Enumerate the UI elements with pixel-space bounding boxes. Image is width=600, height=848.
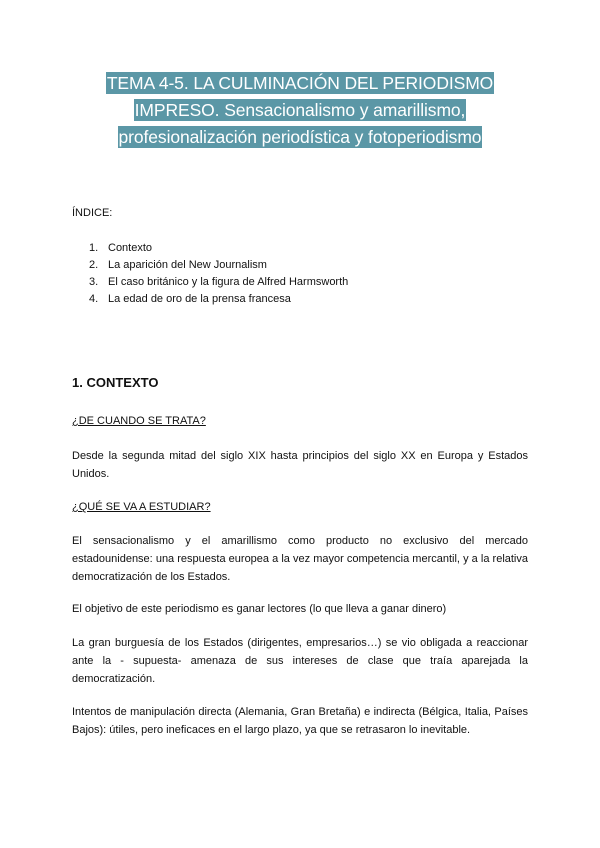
toc-item-text: El caso británico y la figura de Alfred Harmsworth — [108, 276, 349, 288]
paragraph-objective: El objetivo de este periodismo es ganar lectores (lo que lleva a ganar dinero) — [72, 603, 447, 615]
index-label: ÍNDICE: — [72, 207, 113, 219]
title-line-2: IMPRESO. Sensacionalismo y amarillismo, — [134, 100, 466, 120]
toc-item-number: 3. — [89, 276, 99, 288]
title-line-3: profesionalización periodística y fotoperiodismo — [118, 127, 482, 147]
question-heading-when: ¿DE CUANDO SE TRATA? — [72, 415, 206, 427]
paragraph-sensationalism: El sensacionalismo y el amarillismo como producto no exclusivo del mercado estadounidense: una respuesta europea a la vez mayor competencia mercantil, y a la relativa democratización de los Estados. — [72, 535, 528, 583]
toc-item — [72, 240, 348, 257]
toc-item — [72, 274, 348, 291]
toc-item-text: Contexto — [108, 242, 153, 254]
toc-item-number: 4. — [89, 293, 99, 305]
toc-item-number: 2. — [89, 259, 99, 271]
toc-item — [72, 291, 348, 308]
toc-item-text: La aparición del New Journalism — [108, 259, 267, 271]
question-heading-what: ¿QUÉ SE VA A ESTUDIAR? — [72, 501, 211, 513]
paragraph-bourgeoisie: La gran burguesía de los Estados (dirigentes, empresarios…) se vio obligada a reaccionar ante la - supuesta- amenaza de sus intereses de clase que traía aparejada la democratización. — [72, 637, 528, 685]
section-heading: 1. CONTEXTO — [72, 375, 159, 390]
toc-item-text: La edad de oro de la prensa francesa — [108, 293, 291, 305]
toc-item-number: 1. — [89, 242, 99, 254]
paragraph-period: Desde la segunda mitad del siglo XIX hasta principios del siglo XX en Europa y Estados Unidos. — [72, 450, 528, 480]
paragraph-manipulation: Intentos de manipulación directa (Alemania, Gran Bretaña) e indirecta (Bélgica, Italia, Países Bajos): útiles, pero ineficaces en el largo plazo, ya que se retrasaron lo inevitable. — [72, 706, 528, 736]
toc-item — [72, 257, 348, 274]
document-title — [0, 72, 600, 153]
title-line-1: TEMA 4-5. LA CULMINACIÓN DEL PERIODISMO — [106, 73, 494, 93]
table-of-contents — [72, 240, 348, 308]
